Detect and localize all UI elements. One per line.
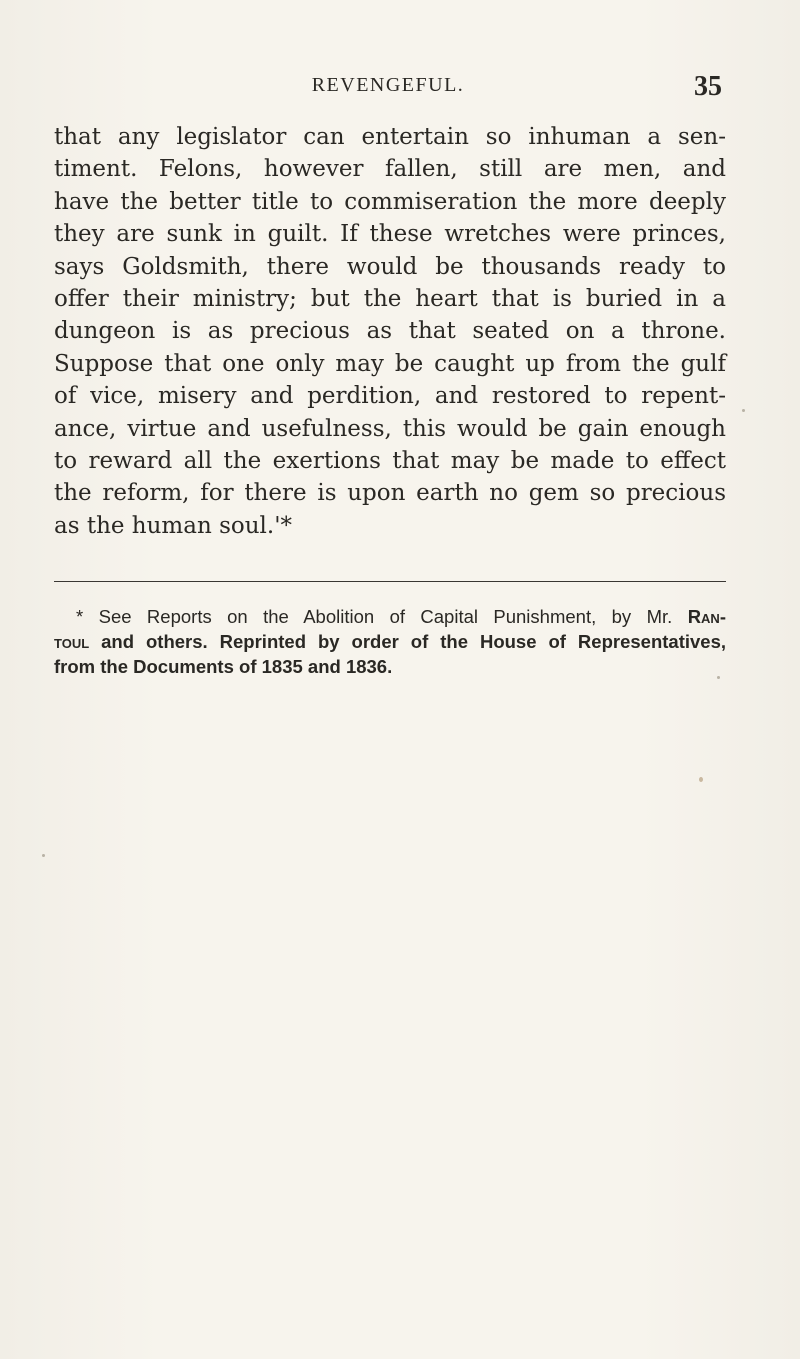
- running-title: REVENGEFUL.: [311, 74, 465, 96]
- footnote-line: [54, 629, 726, 654]
- footnote-line: from the Documents of 1835 and 1836.: [54, 656, 393, 677]
- body-line: offer their ministry; but the heart that is buried in a: [54, 285, 726, 312]
- body-line: as the human soul.'*: [54, 512, 293, 539]
- running-head: [54, 71, 722, 104]
- body-line: ance, virtue and usefulness, this would be gain enough: [54, 415, 726, 442]
- footnote-text: * See Reports on the Abolition of Capital Punishment, by Mr.: [76, 606, 688, 627]
- body-line: that any legislator can entertain so inhuman a sen-: [54, 124, 726, 150]
- paper-speck: [42, 854, 45, 857]
- body-line: to reward all the exertions that may be made to effect: [54, 447, 726, 474]
- footnote-divider: [54, 581, 726, 582]
- body-line: have the better title to commiseration the more deeply: [54, 188, 726, 215]
- page-number: 35: [694, 71, 722, 102]
- paper-speck: [699, 777, 703, 782]
- footnote-author-smallcaps: toul: [54, 631, 90, 652]
- body-line: dungeon is as precious as that seated on a throne.: [54, 318, 726, 345]
- body-line: timent. Felons, however fallen, still are men, and: [54, 156, 726, 183]
- body-line: says Goldsmith, there would be thousands ready to: [54, 253, 726, 280]
- paper-speck: [742, 409, 745, 412]
- body-line: of vice, misery and perdition, and restored to repent-: [54, 383, 726, 410]
- body-paragraph: [54, 121, 726, 542]
- body-line: Suppose that one only may be caught up from the gulf: [54, 350, 726, 377]
- footnote-text: and others. Reprinted by order of the House of Representatives,: [89, 631, 726, 652]
- paper-speck: [717, 676, 720, 679]
- body-line: the reform, for there is upon earth no gem so precious: [54, 480, 726, 507]
- footnote: [54, 604, 726, 679]
- footnote-line: [54, 604, 726, 629]
- footnote-author-smallcaps: Ran-: [687, 606, 726, 627]
- body-line: they are sunk in guilt. If these wretches were princes,: [54, 221, 726, 248]
